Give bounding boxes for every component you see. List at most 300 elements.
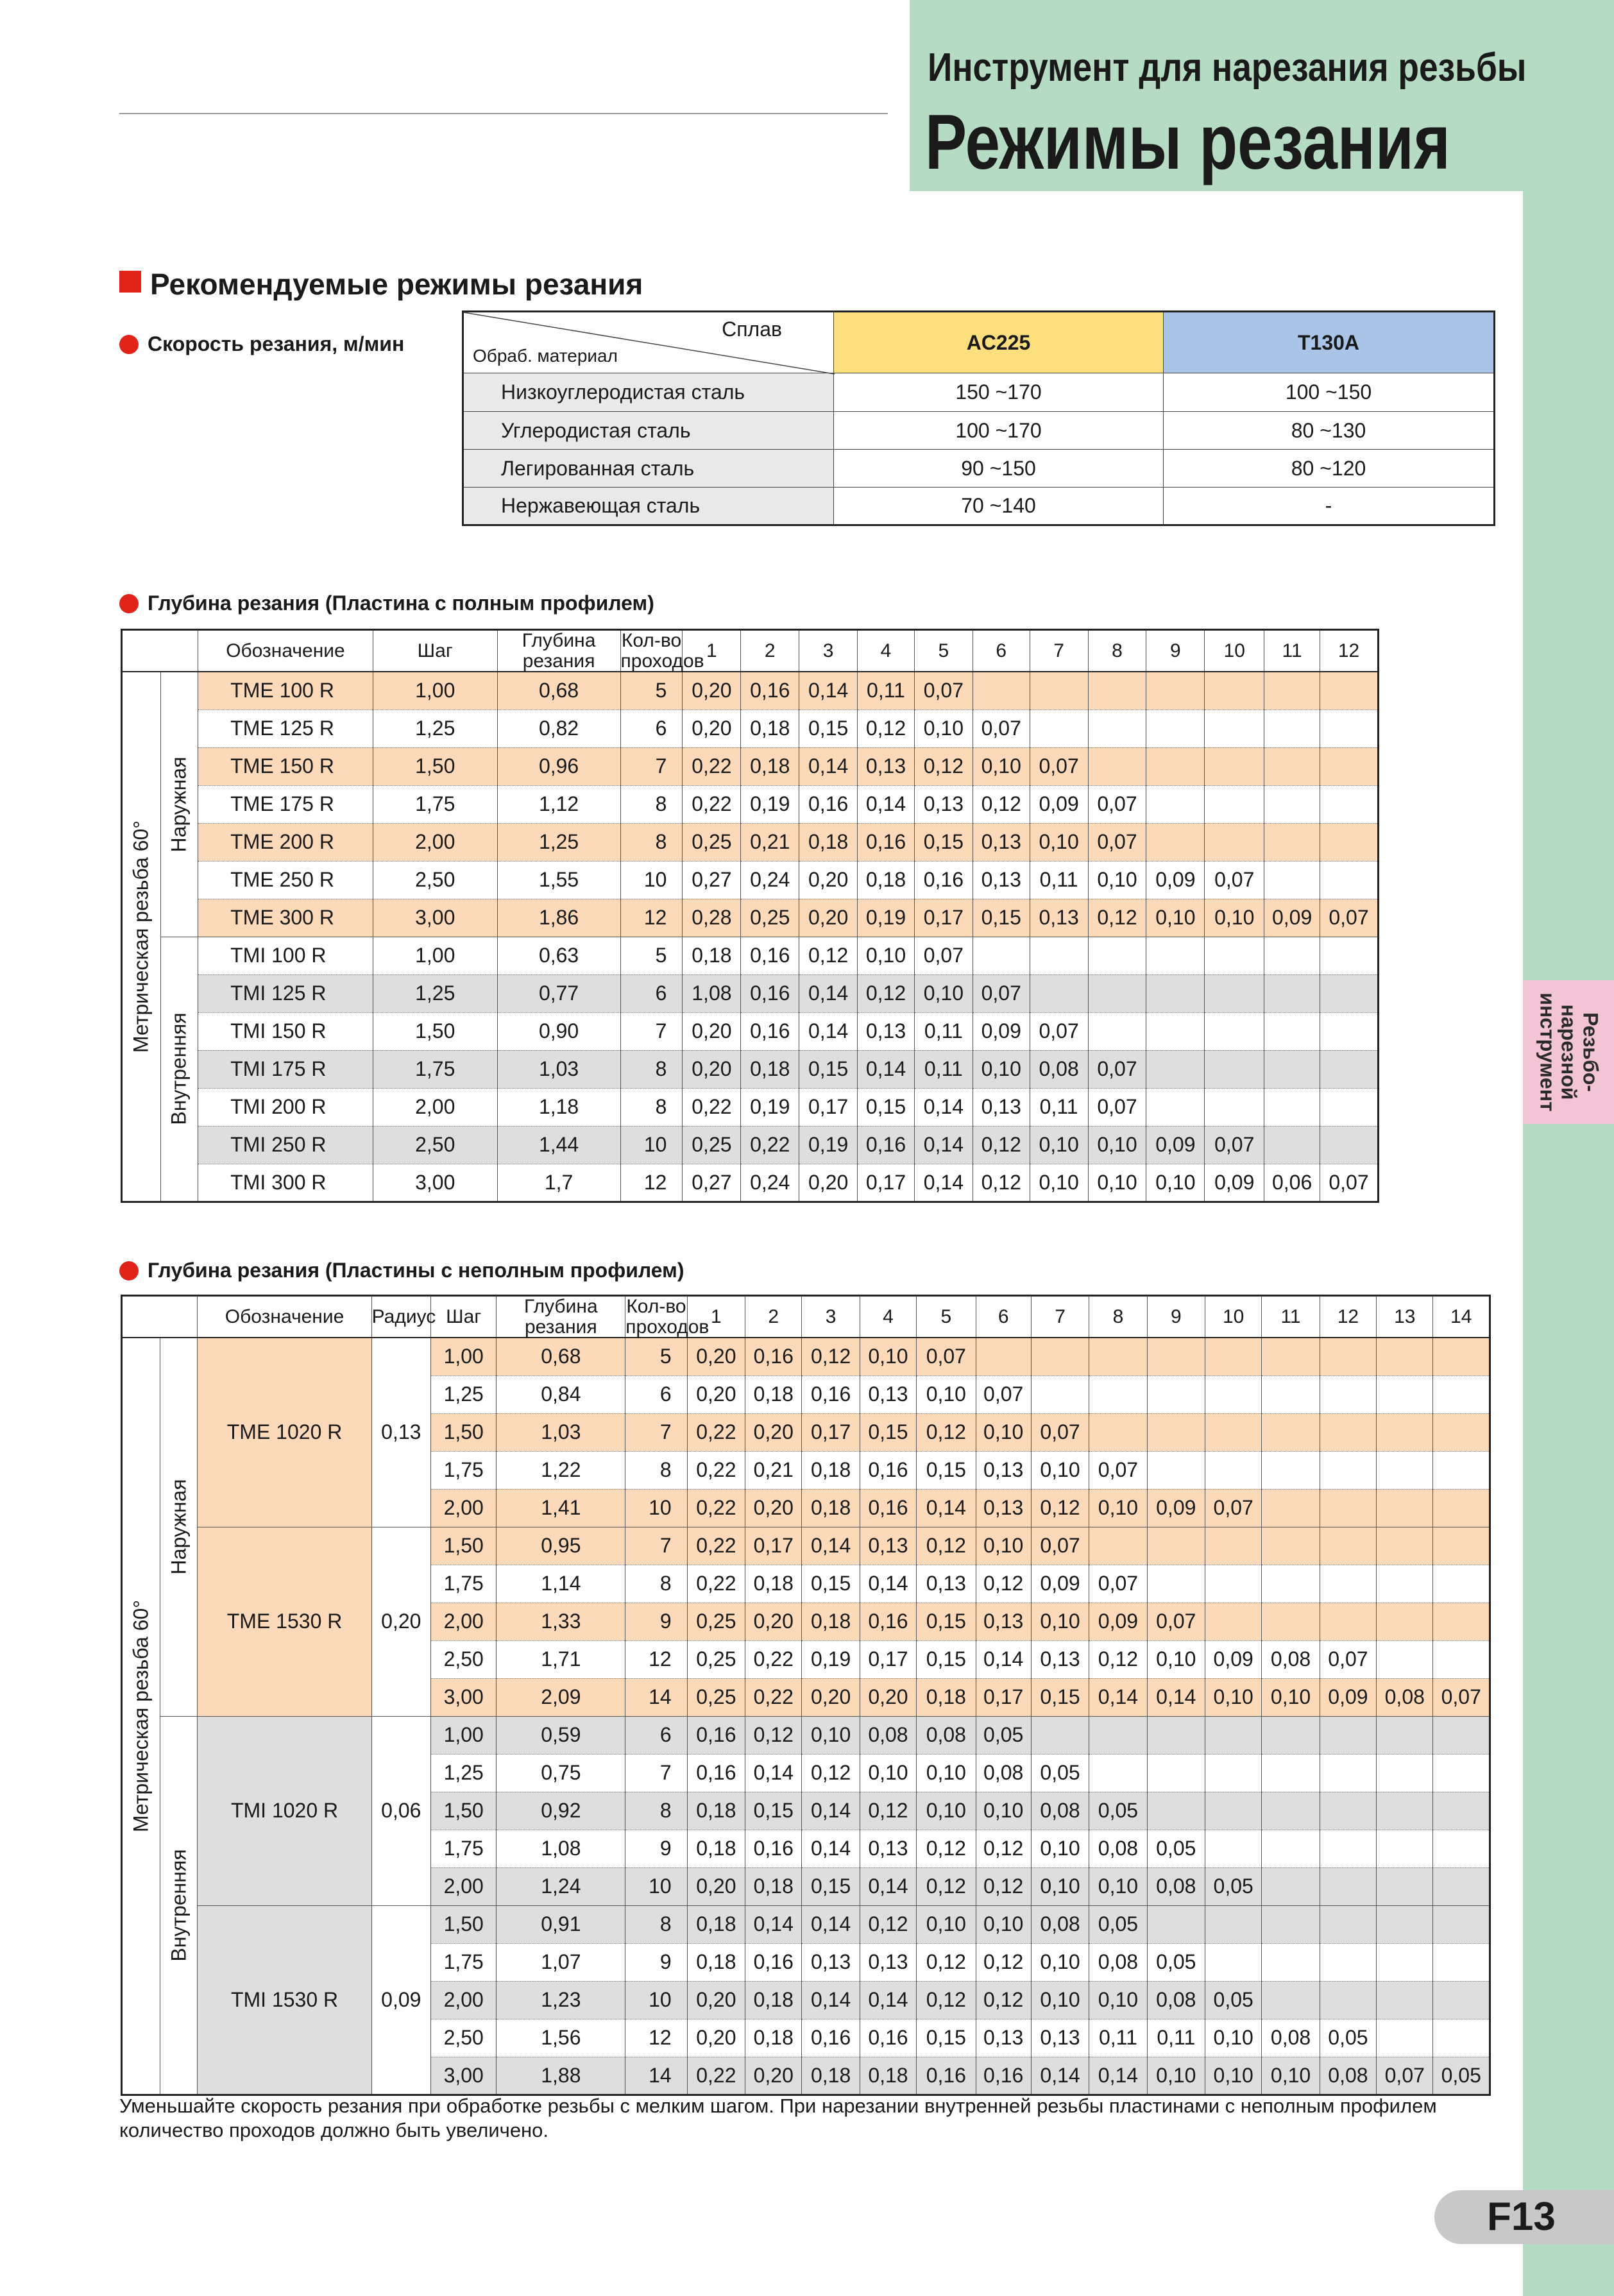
table-row bbox=[122, 1905, 1490, 1943]
depth-per-pass: 0,22 bbox=[687, 1489, 745, 1527]
depth-per-pass: 0,05 bbox=[1089, 1905, 1147, 1943]
depth-per-pass bbox=[1377, 1867, 1433, 1905]
col-header-pass-number: 7 bbox=[1031, 1296, 1089, 1338]
depth-per-pass: 0,10 bbox=[1088, 1126, 1146, 1164]
material-label: Легированная сталь bbox=[463, 450, 834, 488]
depth-per-pass: 0,16 bbox=[802, 2019, 860, 2057]
designation: TMI 300 R bbox=[198, 1164, 373, 1202]
col-header-pass-number: 7 bbox=[1030, 630, 1088, 672]
depth-per-pass: 0,12 bbox=[976, 1867, 1031, 1905]
depth-per-pass: 0,19 bbox=[741, 1088, 799, 1126]
pitch: 2,50 bbox=[373, 861, 497, 899]
side-tab-line: Резьбо- bbox=[1579, 1012, 1602, 1092]
depth-per-pass: 0,16 bbox=[745, 1338, 802, 1375]
depth-per-pass: 0,10 bbox=[973, 747, 1030, 785]
depth-per-pass: 0,16 bbox=[860, 1603, 916, 1640]
depth-per-pass bbox=[1262, 1338, 1320, 1375]
depth-per-pass: 0,16 bbox=[860, 1489, 916, 1527]
depth-per-pass: 0,12 bbox=[802, 1754, 860, 1792]
speed-row bbox=[463, 412, 1495, 450]
depth-per-pass: 0,17 bbox=[858, 1164, 915, 1202]
col-header-pass-number: 12 bbox=[1320, 1296, 1376, 1338]
cutting-depth: 1,08 bbox=[497, 1830, 625, 1867]
depth-per-pass bbox=[1205, 1792, 1262, 1830]
depth-per-pass bbox=[1433, 2019, 1490, 2057]
col-header-passes: Кол-во проходов bbox=[620, 630, 704, 672]
depth-per-pass bbox=[1264, 785, 1320, 823]
depth-per-pass bbox=[1205, 785, 1264, 823]
depth-per-pass: 0,24 bbox=[741, 861, 799, 899]
depth-per-pass: 0,20 bbox=[745, 2057, 802, 2095]
depth-per-pass: 0,14 bbox=[917, 1489, 976, 1527]
col-header-pass-number: 9 bbox=[1147, 1296, 1205, 1338]
depth-per-pass: 0,07 bbox=[1320, 899, 1379, 937]
cutting-depth: 0,63 bbox=[497, 937, 620, 974]
depth-per-pass: 0,14 bbox=[1089, 1678, 1147, 1716]
depth-per-pass: 0,10 bbox=[1262, 2057, 1320, 2095]
depth-per-pass bbox=[1320, 1050, 1379, 1088]
depth-per-pass: 0,12 bbox=[860, 1792, 916, 1830]
depth-per-pass bbox=[1262, 1867, 1320, 1905]
table-row bbox=[122, 1164, 1379, 1202]
depth-per-pass bbox=[1320, 1867, 1376, 1905]
depth-per-pass: 0,12 bbox=[976, 1565, 1031, 1603]
depth-per-pass: 0,07 bbox=[1147, 1603, 1205, 1640]
depth-per-pass: 0,07 bbox=[1433, 1678, 1490, 1716]
depth-per-pass: 0,18 bbox=[687, 1943, 745, 1981]
pitch: 1,00 bbox=[431, 1338, 497, 1375]
depth-per-pass: 0,20 bbox=[802, 1678, 860, 1716]
depth-per-pass bbox=[1264, 710, 1320, 747]
depth-per-pass: 0,18 bbox=[683, 937, 741, 974]
depth-per-pass bbox=[1320, 823, 1379, 861]
pass-count: 12 bbox=[625, 1640, 687, 1678]
depth-per-pass: 0,07 bbox=[1320, 1164, 1379, 1202]
depth-per-pass: 0,12 bbox=[973, 785, 1030, 823]
depth-per-pass bbox=[1377, 1640, 1433, 1678]
partial-profile-heading: Глубина резания (Пластины с неполным профилем) bbox=[148, 1259, 684, 1282]
depth-per-pass: 0,18 bbox=[802, 1489, 860, 1527]
pass-count: 7 bbox=[625, 1413, 687, 1451]
depth-per-pass: 0,20 bbox=[687, 1867, 745, 1905]
table-row bbox=[122, 1126, 1379, 1164]
pass-count: 8 bbox=[625, 1905, 687, 1943]
speed-row bbox=[463, 373, 1495, 412]
designation: TME 150 R bbox=[198, 747, 373, 785]
depth-per-pass bbox=[1146, 785, 1205, 823]
depth-per-pass: 0,16 bbox=[860, 1451, 916, 1489]
cutting-depth: 2,09 bbox=[497, 1678, 625, 1716]
depth-per-pass: 0,08 bbox=[1377, 1678, 1433, 1716]
pass-count: 12 bbox=[620, 899, 683, 937]
depth-per-pass: 0,05 bbox=[1205, 1981, 1262, 2019]
depth-per-pass: 0,10 bbox=[1147, 1640, 1205, 1678]
depth-per-pass: 0,09 bbox=[1089, 1603, 1147, 1640]
depth-per-pass bbox=[1377, 1754, 1433, 1792]
depth-per-pass bbox=[1205, 823, 1264, 861]
depth-per-pass: 0,18 bbox=[860, 2057, 916, 2095]
designation: TMI 1020 R bbox=[198, 1716, 371, 1905]
pass-count: 7 bbox=[625, 1754, 687, 1792]
depth-per-pass: 0,13 bbox=[976, 1489, 1031, 1527]
side-tab-label bbox=[1523, 980, 1614, 1124]
depth-per-pass: 0,09 bbox=[1320, 1678, 1376, 1716]
depth-per-pass bbox=[1320, 1603, 1376, 1640]
depth-per-pass: 0,16 bbox=[687, 1716, 745, 1754]
depth-per-pass: 0,14 bbox=[1089, 2057, 1147, 2095]
table-row bbox=[122, 785, 1379, 823]
depth-per-pass bbox=[1147, 1413, 1205, 1451]
pass-count: 8 bbox=[620, 1050, 683, 1088]
cutting-depth: 1,86 bbox=[497, 899, 620, 937]
depth-per-pass: 0,10 bbox=[1146, 899, 1205, 937]
depth-per-pass bbox=[1147, 1754, 1205, 1792]
col-header-pass-number: 12 bbox=[1320, 630, 1379, 672]
depth-per-pass: 0,20 bbox=[683, 672, 741, 710]
depth-per-pass: 0,10 bbox=[1205, 899, 1264, 937]
table-row bbox=[122, 672, 1379, 710]
depth-per-pass: 0,17 bbox=[802, 1413, 860, 1451]
depth-per-pass bbox=[1205, 1603, 1262, 1640]
depth-per-pass: 0,12 bbox=[914, 747, 973, 785]
depth-per-pass: 0,10 bbox=[1088, 861, 1146, 899]
depth-per-pass bbox=[1262, 1754, 1320, 1792]
depth-per-pass bbox=[1147, 1338, 1205, 1375]
depth-per-pass: 0,12 bbox=[917, 1830, 976, 1867]
depth-per-pass: 0,20 bbox=[687, 1338, 745, 1375]
cutting-depth: 1,71 bbox=[497, 1640, 625, 1678]
depth-per-pass: 0,08 bbox=[1031, 1905, 1089, 1943]
depth-per-pass: 0,14 bbox=[745, 1754, 802, 1792]
depth-per-pass bbox=[1205, 1754, 1262, 1792]
depth-per-pass: 0,12 bbox=[860, 1905, 916, 1943]
depth-per-pass: 0,05 bbox=[1433, 2057, 1490, 2095]
depth-per-pass: 0,11 bbox=[858, 672, 915, 710]
depth-per-pass: 0,16 bbox=[917, 2057, 976, 2095]
depth-per-pass: 0,20 bbox=[687, 1375, 745, 1413]
depth-per-pass: 0,18 bbox=[741, 1050, 799, 1088]
depth-per-pass bbox=[976, 1338, 1031, 1375]
depth-per-pass bbox=[1262, 1375, 1320, 1413]
depth-per-pass bbox=[1264, 1012, 1320, 1050]
depth-per-pass: 0,09 bbox=[1146, 1126, 1205, 1164]
depth-per-pass: 0,18 bbox=[802, 1603, 860, 1640]
depth-per-pass bbox=[1205, 672, 1264, 710]
corner-top-label: Сплав bbox=[722, 318, 782, 341]
depth-per-pass bbox=[1146, 1088, 1205, 1126]
depth-per-pass bbox=[973, 672, 1030, 710]
depth-per-pass bbox=[1433, 1981, 1490, 2019]
depth-per-pass: 0,18 bbox=[745, 2019, 802, 2057]
table-row bbox=[122, 1527, 1490, 1565]
depth-per-pass bbox=[1030, 672, 1088, 710]
col-header-pass-number: 2 bbox=[745, 1296, 802, 1338]
depth-per-pass bbox=[1031, 1338, 1089, 1375]
depth-per-pass bbox=[1264, 861, 1320, 899]
depth-per-pass bbox=[1262, 1603, 1320, 1640]
cutting-depth: 0,77 bbox=[497, 974, 620, 1012]
depth-per-pass bbox=[1377, 1451, 1433, 1489]
depth-per-pass: 0,20 bbox=[687, 2019, 745, 2057]
radius: 0,09 bbox=[371, 1905, 430, 2095]
depth-per-pass bbox=[1433, 1830, 1490, 1867]
depth-per-pass bbox=[1377, 1489, 1433, 1527]
depth-per-pass bbox=[1320, 1527, 1376, 1565]
depth-per-pass bbox=[1146, 747, 1205, 785]
section-marker-icon bbox=[119, 271, 141, 293]
depth-per-pass: 0,19 bbox=[799, 1126, 858, 1164]
col-header-pass-number: 1 bbox=[687, 1296, 745, 1338]
depth-per-pass: 0,14 bbox=[799, 672, 858, 710]
depth-per-pass: 0,10 bbox=[1031, 1830, 1089, 1867]
depth-per-pass bbox=[1205, 1338, 1262, 1375]
pass-count: 7 bbox=[625, 1527, 687, 1565]
depth-per-pass bbox=[1262, 1413, 1320, 1451]
pitch: 2,50 bbox=[373, 1126, 497, 1164]
depth-per-pass: 0,10 bbox=[1030, 823, 1088, 861]
depth-per-pass: 0,22 bbox=[687, 1451, 745, 1489]
pass-count: 8 bbox=[620, 823, 683, 861]
depth-per-pass: 0,07 bbox=[1030, 747, 1088, 785]
depth-per-pass: 0,14 bbox=[802, 1527, 860, 1565]
depth-per-pass: 0,17 bbox=[860, 1640, 916, 1678]
depth-per-pass bbox=[1030, 710, 1088, 747]
depth-per-pass: 0,05 bbox=[1320, 2019, 1376, 2057]
depth-per-pass bbox=[1146, 823, 1205, 861]
depth-per-pass bbox=[1377, 1943, 1433, 1981]
pass-count: 10 bbox=[625, 1867, 687, 1905]
depth-per-pass bbox=[1377, 1830, 1433, 1867]
col-header-designation: Обозначение bbox=[198, 630, 373, 672]
table-row bbox=[122, 974, 1379, 1012]
depth-per-pass: 0,24 bbox=[741, 1164, 799, 1202]
depth-per-pass: 0,15 bbox=[745, 1792, 802, 1830]
pitch: 1,25 bbox=[373, 710, 497, 747]
pass-count: 14 bbox=[625, 1678, 687, 1716]
pitch: 1,50 bbox=[431, 1905, 497, 1943]
depth-per-pass: 0,05 bbox=[1205, 1867, 1262, 1905]
depth-per-pass: 0,20 bbox=[799, 899, 858, 937]
col-header-pass-number: 3 bbox=[799, 630, 858, 672]
depth-per-pass: 0,10 bbox=[917, 1375, 976, 1413]
pitch: 2,00 bbox=[373, 1088, 497, 1126]
depth-per-pass: 0,15 bbox=[914, 823, 973, 861]
designation: TMI 125 R bbox=[198, 974, 373, 1012]
table-row bbox=[122, 710, 1379, 747]
radius: 0,06 bbox=[371, 1716, 430, 1905]
col-header-pitch: Шаг bbox=[373, 630, 497, 672]
depth-per-pass: 0,10 bbox=[1031, 1451, 1089, 1489]
depth-per-pass: 0,14 bbox=[745, 1905, 802, 1943]
depth-per-pass: 0,10 bbox=[1089, 1981, 1147, 2019]
depth-per-pass: 0,18 bbox=[802, 1451, 860, 1489]
col-header-passes: Кол-во проходов bbox=[625, 1296, 709, 1338]
depth-per-pass: 0,16 bbox=[799, 785, 858, 823]
pitch: 3,00 bbox=[431, 2057, 497, 2095]
pitch: 1,50 bbox=[373, 747, 497, 785]
depth-per-pass: 0,12 bbox=[917, 1527, 976, 1565]
depth-per-pass: 0,10 bbox=[976, 1527, 1031, 1565]
depth-per-pass: 0,13 bbox=[858, 1012, 915, 1050]
depth-per-pass: 0,14 bbox=[802, 1792, 860, 1830]
depth-per-pass: 0,10 bbox=[1031, 1943, 1089, 1981]
pass-count: 12 bbox=[625, 2019, 687, 2057]
pitch: 3,00 bbox=[373, 899, 497, 937]
designation: TME 100 R bbox=[198, 672, 373, 710]
depth-per-pass bbox=[1088, 747, 1146, 785]
pitch: 1,75 bbox=[431, 1830, 497, 1867]
col-header-pass-number: 5 bbox=[917, 1296, 976, 1338]
cutting-depth: 0,84 bbox=[497, 1375, 625, 1413]
external-label: Наружная bbox=[167, 756, 191, 853]
table-row bbox=[122, 861, 1379, 899]
depth-per-pass: 0,09 bbox=[1031, 1565, 1089, 1603]
depth-per-pass: 0,12 bbox=[858, 974, 915, 1012]
depth-per-pass: 0,18 bbox=[687, 1905, 745, 1943]
pitch: 1,25 bbox=[373, 974, 497, 1012]
depth-per-pass: 0,12 bbox=[745, 1716, 802, 1754]
depth-per-pass: 0,25 bbox=[683, 823, 741, 861]
depth-per-pass: 0,14 bbox=[858, 1050, 915, 1088]
depth-per-pass: 0,05 bbox=[976, 1716, 1031, 1754]
depth-per-pass: 0,10 bbox=[1146, 1164, 1205, 1202]
pass-count: 10 bbox=[620, 861, 683, 899]
depth-per-pass: 0,13 bbox=[973, 823, 1030, 861]
depth-per-pass bbox=[1320, 1792, 1376, 1830]
depth-per-pass bbox=[1320, 974, 1379, 1012]
depth-per-pass: 0,12 bbox=[976, 1981, 1031, 2019]
cutting-depth: 0,95 bbox=[497, 1527, 625, 1565]
depth-per-pass: 0,19 bbox=[802, 1640, 860, 1678]
pitch: 2,00 bbox=[431, 1603, 497, 1640]
depth-per-pass bbox=[1262, 1943, 1320, 1981]
designation: TME 175 R bbox=[198, 785, 373, 823]
depth-per-pass: 0,14 bbox=[914, 1088, 973, 1126]
depth-per-pass bbox=[1320, 1375, 1376, 1413]
pitch: 1,50 bbox=[373, 1012, 497, 1050]
depth-per-pass: 0,12 bbox=[976, 1943, 1031, 1981]
depth-per-pass bbox=[1320, 1088, 1379, 1126]
depth-per-pass: 0,07 bbox=[973, 974, 1030, 1012]
depth-per-pass bbox=[1264, 937, 1320, 974]
speed-table bbox=[462, 310, 1495, 526]
depth-per-pass bbox=[1089, 1527, 1147, 1565]
depth-per-pass: 0,14 bbox=[858, 785, 915, 823]
depth-per-pass: 0,14 bbox=[914, 1164, 973, 1202]
depth-per-pass bbox=[1433, 1413, 1490, 1451]
depth-per-pass bbox=[1320, 672, 1379, 710]
depth-per-pass: 0,22 bbox=[745, 1640, 802, 1678]
depth-per-pass: 0,22 bbox=[687, 1565, 745, 1603]
depth-per-pass bbox=[1146, 937, 1205, 974]
cutting-depth: 0,91 bbox=[497, 1905, 625, 1943]
material-label: Нержавеющая сталь bbox=[463, 488, 834, 525]
internal-label: Внутренняя bbox=[167, 1012, 191, 1125]
group-label: Метрическая резьба 60° bbox=[129, 1599, 153, 1832]
depth-per-pass: 0,10 bbox=[917, 1905, 976, 1943]
depth-per-pass: 0,22 bbox=[741, 1126, 799, 1164]
depth-per-pass bbox=[1147, 1716, 1205, 1754]
depth-per-pass: 0,20 bbox=[745, 1413, 802, 1451]
col-header-depth: Глубина резания bbox=[497, 630, 620, 672]
grade-header-t130a: T130A bbox=[1164, 312, 1495, 373]
depth-per-pass bbox=[1433, 1338, 1490, 1375]
depth-per-pass: 0,18 bbox=[802, 2057, 860, 2095]
pitch: 2,50 bbox=[431, 1640, 497, 1678]
group-label-cell bbox=[122, 672, 161, 1202]
designation: TME 300 R bbox=[198, 899, 373, 937]
depth-per-pass bbox=[1320, 710, 1379, 747]
depth-per-pass: 0,10 bbox=[1088, 1164, 1146, 1202]
depth-per-pass bbox=[1433, 1451, 1490, 1489]
depth-per-pass: 0,15 bbox=[973, 899, 1030, 937]
internal-label: Внутренняя bbox=[167, 1848, 191, 1962]
page-subtitle: Инструмент для нарезания резьбы bbox=[928, 46, 1527, 90]
depth-per-pass bbox=[1146, 672, 1205, 710]
depth-per-pass bbox=[1146, 974, 1205, 1012]
pitch: 1,75 bbox=[431, 1565, 497, 1603]
depth-per-pass bbox=[1320, 1338, 1376, 1375]
depth-per-pass bbox=[1262, 1830, 1320, 1867]
col-header-pass-number: 6 bbox=[976, 1296, 1031, 1338]
depth-per-pass: 0,15 bbox=[1031, 1678, 1089, 1716]
table-row bbox=[122, 1050, 1379, 1088]
depth-per-pass: 0,07 bbox=[914, 672, 973, 710]
depth-per-pass bbox=[1377, 1981, 1433, 2019]
depth-per-pass: 0,18 bbox=[687, 1792, 745, 1830]
depth-per-pass: 0,20 bbox=[683, 1050, 741, 1088]
depth-per-pass: 0,10 bbox=[1262, 1678, 1320, 1716]
depth-per-pass bbox=[1205, 1565, 1262, 1603]
speed-value: - bbox=[1164, 488, 1495, 525]
depth-per-pass: 0,19 bbox=[741, 785, 799, 823]
depth-per-pass bbox=[1320, 1489, 1376, 1527]
depth-per-pass: 0,13 bbox=[976, 1603, 1031, 1640]
pass-count: 10 bbox=[625, 1981, 687, 2019]
depth-per-pass: 0,15 bbox=[802, 1565, 860, 1603]
depth-per-pass: 0,11 bbox=[914, 1050, 973, 1088]
depth-per-pass bbox=[1205, 1375, 1262, 1413]
pass-count: 8 bbox=[620, 785, 683, 823]
depth-per-pass: 0,20 bbox=[683, 1012, 741, 1050]
depth-per-pass: 0,13 bbox=[860, 1375, 916, 1413]
depth-per-pass: 0,18 bbox=[917, 1678, 976, 1716]
designation: TMI 200 R bbox=[198, 1088, 373, 1126]
depth-per-pass bbox=[1377, 1413, 1433, 1451]
depth-per-pass: 0,22 bbox=[683, 747, 741, 785]
header-blank-cell bbox=[122, 630, 198, 672]
depth-per-pass bbox=[1205, 1088, 1264, 1126]
designation: TME 1020 R bbox=[198, 1338, 371, 1527]
depth-per-pass bbox=[1377, 1716, 1433, 1754]
side-tab-line: нарезной bbox=[1557, 1004, 1581, 1100]
designation: TME 1530 R bbox=[198, 1527, 371, 1716]
depth-per-pass bbox=[1433, 1527, 1490, 1565]
depth-per-pass bbox=[1205, 1905, 1262, 1943]
depth-per-pass bbox=[1262, 1489, 1320, 1527]
pass-count: 7 bbox=[620, 1012, 683, 1050]
depth-per-pass: 0,09 bbox=[1147, 1489, 1205, 1527]
depth-per-pass bbox=[1433, 1489, 1490, 1527]
table-row bbox=[122, 937, 1379, 974]
depth-per-pass: 0,09 bbox=[1030, 785, 1088, 823]
full-profile-table bbox=[121, 629, 1379, 1203]
depth-per-pass bbox=[1146, 1012, 1205, 1050]
depth-per-pass: 0,09 bbox=[1205, 1164, 1264, 1202]
page-title: Режимы резания bbox=[925, 98, 1450, 185]
depth-per-pass: 0,15 bbox=[799, 710, 858, 747]
depth-per-pass: 0,11 bbox=[1030, 1088, 1088, 1126]
